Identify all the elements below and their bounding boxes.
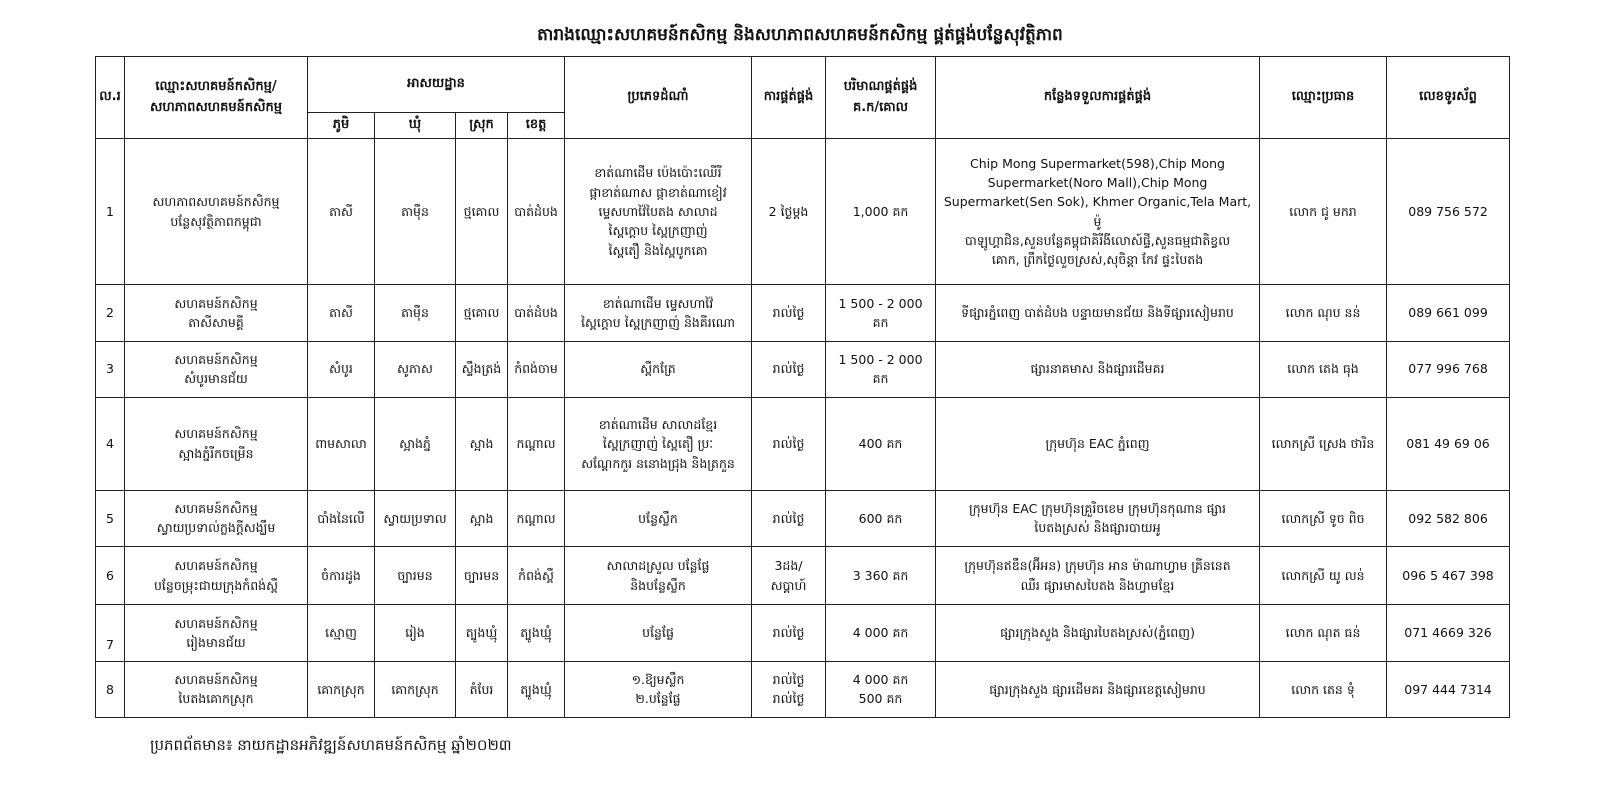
table-row bbox=[96, 285, 1510, 341]
row-number: 2 bbox=[96, 285, 125, 341]
name-line: សហគមន៍កសិកម្ម bbox=[174, 295, 258, 311]
frequency-cell bbox=[752, 397, 826, 490]
province-cell: ត្បូងឃ្មុំ bbox=[508, 661, 565, 717]
province-cell: កណ្តាល bbox=[508, 490, 565, 546]
frequency-line: 2 ថ្ងៃម្តង bbox=[768, 203, 809, 219]
name-line: បន្លែចម្រុះជាយក្រុងកំពង់ស្ពឺ bbox=[153, 577, 279, 593]
row-number: 7 bbox=[96, 605, 125, 661]
frequency-cell bbox=[752, 285, 826, 341]
place-line: ក្រុមហ៊ុន EAC ភ្នំពេញ bbox=[1045, 436, 1150, 452]
quantity-cell bbox=[826, 547, 936, 605]
place-line: Supermarket(Noro Mall),Chip Mong bbox=[987, 174, 1208, 190]
name-line: រៀងមានជ័យ bbox=[186, 635, 246, 651]
name-line: បៃតងគោកស្រុក bbox=[178, 691, 254, 707]
name-line: សំបូរមានជ័យ bbox=[184, 371, 248, 387]
product-line: ខាត់ណាដើម សាលាដខ្មែរ bbox=[598, 416, 718, 432]
commune-cell: រៀង bbox=[375, 605, 456, 661]
commune-cell: តាម៉ឺន bbox=[375, 139, 456, 285]
place-line: ឈឺរ ផ្សារមាសបៃតង និងហ្វាមខ្មែរ bbox=[1020, 577, 1175, 593]
product-line: ស្ពៃតឿ និងស្ពៃបូកគោ bbox=[608, 242, 708, 258]
product-line: បន្លែផ្លែ bbox=[642, 625, 674, 641]
place-line: ទីផ្សារភ្នំពេញ បាត់ដំបង បន្ទាយមានជ័យ និងទីផ្សារសៀមរាប bbox=[961, 305, 1234, 321]
product-line: ១.ឱ្យមស្លឹក bbox=[631, 671, 685, 687]
frequency-cell bbox=[752, 490, 826, 546]
frequency-cell bbox=[752, 605, 826, 661]
place-line: បាឡូហ្គាជិន,សួនបន្លែគម្ពុជាគិរីងីលោស៍ផ្ទី,សួនធម្មជាតិខ្វល bbox=[964, 233, 1231, 249]
places-cell bbox=[936, 285, 1260, 341]
frequency-line: រាល់ថ្ងៃ bbox=[772, 671, 805, 687]
phone-cell: 089 756 572 bbox=[1387, 139, 1510, 285]
quantity-line: 1,000 គក bbox=[852, 203, 909, 219]
place-line: ក្រុមហ៊ុន EAC ក្រុមហ៊ុនគ្រួរិចខេម ក្រុមហ៊ុនកុណាន ផ្សារ bbox=[968, 501, 1227, 517]
community-name bbox=[125, 285, 308, 341]
name-line: សហគមន៍កសិកម្ម bbox=[174, 671, 258, 687]
row-number: 6 bbox=[96, 547, 125, 605]
frequency-line: រាល់ថ្ងៃ bbox=[772, 691, 805, 707]
name-line: ស្វាយប្រទាល់ក្លងក្តីសង្ឃឹម bbox=[156, 520, 276, 536]
district-cell: ស្អាង bbox=[456, 397, 508, 490]
leader-cell: លោកស្រី ស្រេង ថារិន bbox=[1260, 397, 1387, 490]
products-cell bbox=[565, 285, 752, 341]
community-name bbox=[125, 547, 308, 605]
product-line: ស្ពឺកត្រែ bbox=[640, 361, 676, 377]
quantity-cell bbox=[826, 285, 936, 341]
quantity-line: 400 គក bbox=[858, 436, 903, 452]
product-line: និងបន្លែស្លឹក bbox=[630, 577, 686, 593]
community-name bbox=[125, 341, 308, 397]
village-cell: ស្មោញ bbox=[308, 605, 375, 661]
header-phone: លេខទូរស័ព្ទ bbox=[1387, 57, 1510, 139]
frequency-line: 3ដង/ bbox=[774, 558, 803, 574]
header-name-line1: ឈ្មោះសហគមន៍កសិកម្ម/ bbox=[155, 79, 277, 95]
leader-cell: លោក ណុប នន់ bbox=[1260, 285, 1387, 341]
frequency-line: រាល់ថ្ងៃ bbox=[772, 510, 805, 526]
commune-cell: ស្អាងភ្នំ bbox=[375, 397, 456, 490]
quantity-line: 4 000 គក bbox=[852, 625, 909, 641]
village-cell: ចំការដូង bbox=[308, 547, 375, 605]
places-cell bbox=[936, 139, 1260, 285]
village-cell: សំបូរ bbox=[308, 341, 375, 397]
community-name bbox=[125, 490, 308, 546]
header-province: ខេត្ត bbox=[508, 113, 565, 139]
commune-cell: តាម៉ឺន bbox=[375, 285, 456, 341]
name-line: តាសីសាមគ្គី bbox=[188, 314, 244, 330]
province-cell: កំពង់ចាម bbox=[508, 341, 565, 397]
header-no: ល.រ bbox=[96, 57, 125, 139]
product-line: ខាត់ណាដើម ម្ទេសហាវ៉ៃ bbox=[602, 295, 714, 311]
source-note: ប្រភពព័តមាន៖ នាយកដ្ឋានអភិវឌ្ឍន៍សហគមន៍កសិកម្ម ឆ្នាំ២០២៣ bbox=[150, 736, 512, 754]
row-number: 8 bbox=[96, 661, 125, 717]
product-line: ២.បន្លែផ្លែ bbox=[635, 691, 681, 707]
community-name bbox=[125, 139, 308, 285]
community-name bbox=[125, 397, 308, 490]
header-name bbox=[125, 57, 308, 139]
row-number: 4 bbox=[96, 397, 125, 490]
district-cell: ស្ទឹងត្រង់ bbox=[456, 341, 508, 397]
header-qty-line2: គ.ក/គោល bbox=[852, 99, 909, 115]
places-cell bbox=[936, 397, 1260, 490]
quantity-line: 4 000 គក bbox=[852, 671, 909, 687]
table-row bbox=[96, 547, 1510, 605]
frequency-line: រាល់ថ្ងៃ bbox=[772, 305, 805, 321]
phone-cell: 081 49 69 06 bbox=[1387, 397, 1510, 490]
products-cell bbox=[565, 547, 752, 605]
frequency-line: សប្តាហ៍ bbox=[770, 577, 807, 593]
name-line: សហគមន៍កសិកម្ម bbox=[174, 501, 258, 517]
product-line: ស្ពៃក្តោប ស្ពៃក្រញាញ់ bbox=[608, 223, 708, 239]
quantity-line: 1 500 - 2 000 គក bbox=[838, 351, 923, 387]
leader-cell: លោកស្រី ទូច ពិច bbox=[1260, 490, 1387, 546]
district-cell: ថ្មគោល bbox=[456, 139, 508, 285]
quantity-cell bbox=[826, 605, 936, 661]
village-cell: គោកស្រុក bbox=[308, 661, 375, 717]
place-line: Chip Mong Supermarket(598),Chip Mong bbox=[970, 155, 1225, 171]
products-cell bbox=[565, 490, 752, 546]
province-cell: បាត់ដំបង bbox=[508, 139, 565, 285]
quantity-line: 1 500 - 2 000 គក bbox=[838, 295, 923, 330]
header-address: អាសយដ្ឋាន bbox=[308, 57, 565, 113]
quantity-line: 600 គក bbox=[858, 510, 903, 526]
name-line: សហគមន៍កសិកម្ម bbox=[174, 615, 258, 631]
header-frequency: ការផ្គត់ផ្គង់ bbox=[752, 57, 826, 139]
place-line: ក្រុមហ៊ុនឥឌឹន(អ៊ីអន) ក្រុមហ៊ុន អាន ម៉ាណាហ្វាម គ្រីននេត bbox=[964, 558, 1231, 574]
frequency-cell bbox=[752, 547, 826, 605]
leader-cell: លោក តេង ធុង bbox=[1260, 341, 1387, 397]
table-row bbox=[96, 605, 1510, 661]
name-line: បន្លែសុវត្ថិភាពកម្ពុជា bbox=[170, 213, 262, 229]
community-table bbox=[95, 56, 1510, 718]
products-cell bbox=[565, 139, 752, 285]
name-line: សហគមន៍កសិកម្ម bbox=[174, 351, 258, 367]
table-row bbox=[96, 490, 1510, 546]
header-places: កន្លែងទទួលការផ្គត់ផ្គង់ bbox=[936, 57, 1260, 139]
table-row bbox=[96, 661, 1510, 717]
district-cell: ថ្មគោល bbox=[456, 285, 508, 341]
frequency-cell bbox=[752, 341, 826, 397]
leader-cell: លោក តេន ទុំ bbox=[1260, 661, 1387, 717]
place-line: ផ្សារនាគមាស និងផ្សារដើមគរ bbox=[1030, 361, 1165, 377]
header-qty-line1: បរិមាណផ្គត់ផ្គង់ bbox=[843, 79, 918, 95]
table-row bbox=[96, 397, 1510, 490]
phone-cell: 097 444 7314 bbox=[1387, 661, 1510, 717]
frequency-line: រាល់ថ្ងៃ bbox=[772, 436, 805, 452]
header-row bbox=[96, 57, 1510, 113]
places-cell bbox=[936, 661, 1260, 717]
product-line: ផ្កាខាត់ណាស ផ្កាខាត់ណាខៀវ bbox=[589, 184, 727, 200]
products-cell bbox=[565, 397, 752, 490]
place-line: បៃតងស្រស់ និងផ្សារបាយអូ bbox=[1034, 520, 1161, 536]
quantity-line: 500 គក bbox=[858, 691, 903, 707]
products-cell bbox=[565, 661, 752, 717]
phone-cell: 077 996 768 bbox=[1387, 341, 1510, 397]
header-village: ភូមិ bbox=[308, 113, 375, 139]
name-line: សហភាពសហគមន៍កសិកម្ម bbox=[152, 194, 280, 210]
header-quantity bbox=[826, 57, 936, 139]
frequency-line: រាល់ថ្ងៃ bbox=[772, 361, 805, 377]
phone-cell: 071 4669 326 bbox=[1387, 605, 1510, 661]
quantity-cell bbox=[826, 490, 936, 546]
commune-cell: ច្បារមន bbox=[375, 547, 456, 605]
village-cell: បាំងនៃលើ bbox=[308, 490, 375, 546]
product-line: ស្ពៃក្តោប ស្ពៃក្រញាញ់ និងគីរណោ bbox=[581, 314, 735, 330]
product-line: សាលាដស្រួល បន្លែផ្លែ bbox=[606, 558, 710, 574]
frequency-cell bbox=[752, 139, 826, 285]
product-line: ម្ទេសហាវ៉ៃបៃតង សាលាដ bbox=[598, 203, 718, 219]
village-cell: តាសី bbox=[308, 285, 375, 341]
phone-cell: 092 582 806 bbox=[1387, 490, 1510, 546]
frequency-line: រាល់ថ្ងៃ bbox=[772, 625, 805, 641]
place-line: ផ្សារក្រុងសួង ផ្សារដើមគរ និងផ្សារខេត្តសៀមរាប bbox=[989, 681, 1206, 697]
district-cell: ត្បូងឃ្មុំ bbox=[456, 605, 508, 661]
header-commune: ឃុំ bbox=[375, 113, 456, 139]
product-line: សណ្តែកកួរ ននោងជ្រុង និងត្រកួន bbox=[581, 455, 735, 471]
product-line: ខាត់ណាដើម ប៉េងប៉ោះឈើរី bbox=[594, 165, 722, 181]
village-cell: តាសី bbox=[308, 139, 375, 285]
row-number: 5 bbox=[96, 490, 125, 546]
places-cell bbox=[936, 341, 1260, 397]
places-cell bbox=[936, 547, 1260, 605]
phone-cell: 096 5 467 398 bbox=[1387, 547, 1510, 605]
leader-cell: លោក ណុត ធន់ bbox=[1260, 605, 1387, 661]
name-line: សហគមន៍កសិកម្ម bbox=[174, 558, 258, 574]
header-name-line2: សហភាពសហគមន៍កសិកម្ម bbox=[149, 99, 283, 115]
district-cell: តំបែរ bbox=[456, 661, 508, 717]
header-district: ស្រុក bbox=[456, 113, 508, 139]
leader-cell: លោកស្រី យូ លន់ bbox=[1260, 547, 1387, 605]
community-name bbox=[125, 605, 308, 661]
province-cell: ត្បូងឃ្មុំ bbox=[508, 605, 565, 661]
quantity-cell bbox=[826, 661, 936, 717]
row-number: 1 bbox=[96, 139, 125, 285]
places-cell bbox=[936, 605, 1260, 661]
page-title: តារាងឈ្មោះសហគមន៍កសិកម្ម និងសហភាពសហគមន៍កសិកម្ម ផ្គត់ផ្គង់បន្លែសុវត្ថិភាព bbox=[537, 25, 1063, 45]
place-line: គោក, ព្រឹកថ្ងៃលួចស្រស់,សុចិន្តា កែវ ផ្ទះបៃតង bbox=[991, 252, 1204, 268]
header-products: ប្រភេទដំណាំ bbox=[565, 57, 752, 139]
commune-cell: គោកស្រុក bbox=[375, 661, 456, 717]
products-cell bbox=[565, 605, 752, 661]
quantity-line: 3 360 គក bbox=[852, 568, 909, 584]
place-line: Supermarket(Sen Sok), Khmer Organic,Tela Mart, ម៉ូ bbox=[943, 194, 1252, 229]
quantity-cell bbox=[826, 397, 936, 490]
province-cell: កណ្តាល bbox=[508, 397, 565, 490]
table-row bbox=[96, 139, 1510, 285]
product-line: ស្ពៃក្រញាញ់ ស្ពៃតឿ ប្រៈ bbox=[602, 436, 714, 452]
community-name bbox=[125, 661, 308, 717]
province-cell: បាត់ដំបង bbox=[508, 285, 565, 341]
commune-cell: ស្វាយប្រទាល bbox=[375, 490, 456, 546]
place-line: ផ្សារក្រុងសួង និងផ្សារបៃតងស្រស់(ភ្នំពេញ) bbox=[1000, 625, 1195, 641]
leader-cell: លោក ជូ មករា bbox=[1260, 139, 1387, 285]
places-cell bbox=[936, 490, 1260, 546]
name-line: ស្អាងភ្នំរីកចម្រើន bbox=[178, 445, 254, 461]
table-row bbox=[96, 341, 1510, 397]
quantity-cell bbox=[826, 139, 936, 285]
row-number: 3 bbox=[96, 341, 125, 397]
quantity-cell bbox=[826, 341, 936, 397]
product-line: បន្លែស្លឹក bbox=[638, 510, 678, 526]
village-cell: ពាមសាលា bbox=[308, 397, 375, 490]
frequency-cell bbox=[752, 661, 826, 717]
header-leader: ឈ្មោះប្រធាន bbox=[1260, 57, 1387, 139]
products-cell bbox=[565, 341, 752, 397]
phone-cell: 089 661 099 bbox=[1387, 285, 1510, 341]
commune-cell: សូភាស bbox=[375, 341, 456, 397]
district-cell: ស្អាង bbox=[456, 490, 508, 546]
name-line: សហគមន៍កសិកម្ម bbox=[174, 426, 258, 442]
district-cell: ច្បារមន bbox=[456, 547, 508, 605]
province-cell: កំពង់ស្ពឺ bbox=[508, 547, 565, 605]
